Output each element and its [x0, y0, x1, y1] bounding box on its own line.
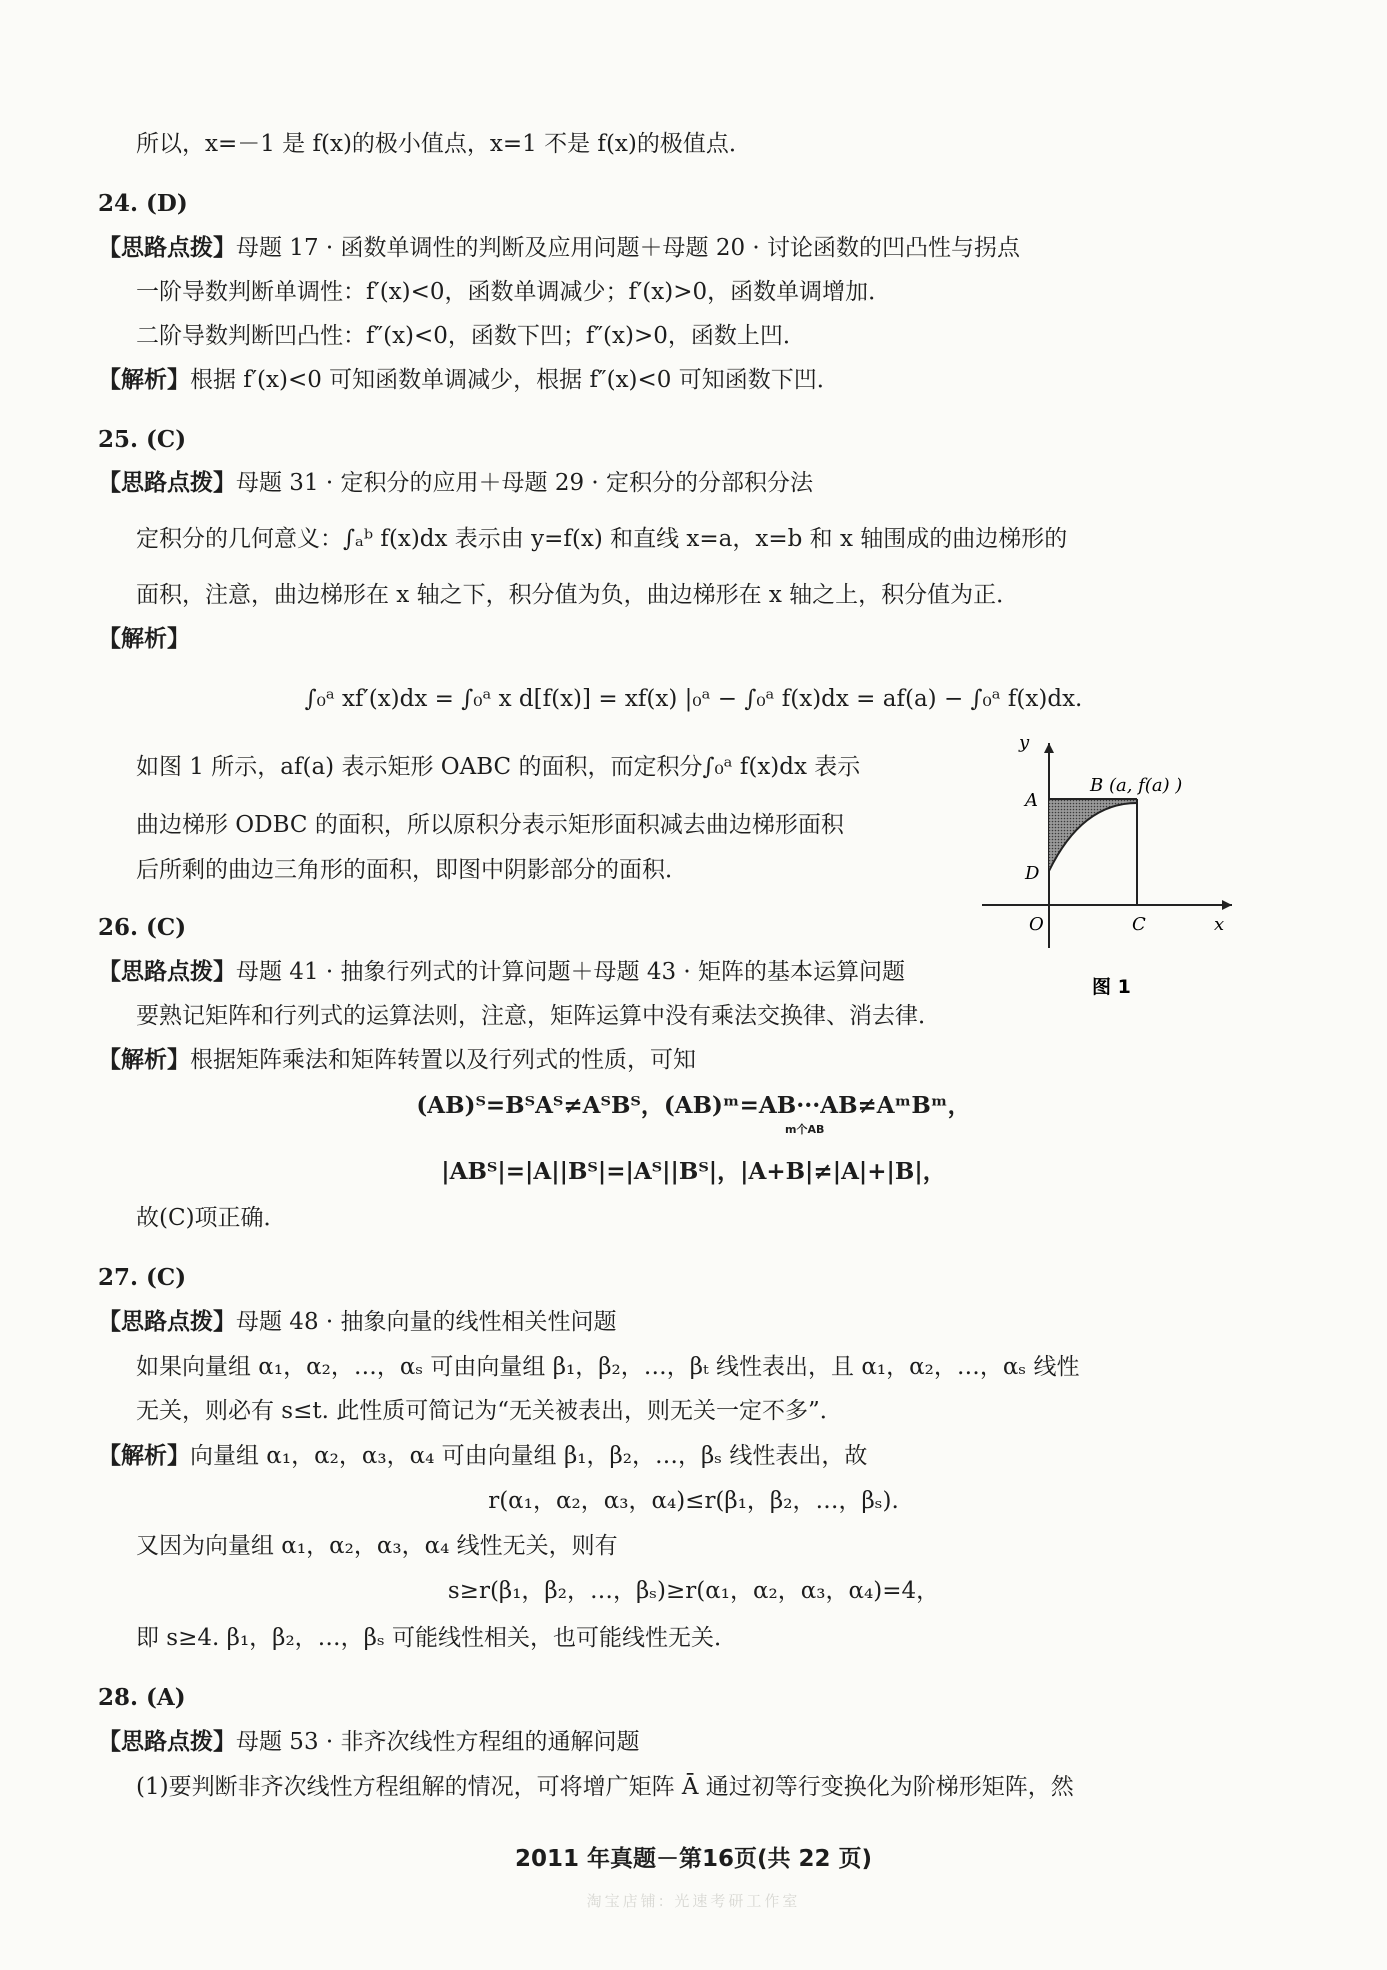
text-line: 二阶导数判断凹凸性：f″(x)<0，函数下凹；f″(x)>0，函数上凹． [136, 323, 806, 349]
formula-line: |ABᵀ|=|A||Bᵀ|=|Aᵀ||Bᵀ|，|A+B|≠|A|+|B|， [441, 1158, 946, 1185]
question-heading: 26. (C) [98, 914, 187, 941]
hint-line [98, 468, 813, 498]
section-label: 【解析】 [98, 366, 190, 393]
section-label: 【解析】 [98, 625, 190, 652]
analysis-line [98, 365, 840, 395]
text-line: 即 s≥4. β₁，β₂，…，βₛ 可能线性相关，也可能线性无关． [136, 1625, 738, 1651]
point-a-label: A [1025, 790, 1038, 811]
figure-1 [982, 733, 1242, 1003]
hint-line [98, 233, 1020, 263]
hint-line [98, 1727, 640, 1757]
text-line: 曲边梯形 ODBC 的面积，所以原积分表示矩形面积减去曲边梯形面积 [136, 812, 844, 838]
text-line: 无关，则必有 s≤t. 此性质可简记为“无关被表出，则无关一定不多”． [136, 1398, 843, 1424]
analysis-text: 根据矩阵乘法和矩阵转置以及行列式的性质，可知 [190, 1047, 696, 1073]
question-heading: 27. (C) [98, 1264, 187, 1291]
section-label: 【解析】 [98, 1046, 190, 1073]
x-label: x [1214, 914, 1225, 935]
question-heading: 24. (D) [98, 190, 188, 217]
text-line: 一阶导数判断单调性：f′(x)<0，函数单调减少；f′(x)>0，函数单调增加． [136, 279, 892, 305]
section-label: 【思路点拨】 [98, 1308, 236, 1335]
x-axis-arrow [1222, 900, 1232, 910]
point-d-label: D [1025, 863, 1040, 884]
analysis-text: 根据 f′(x)<0 可知函数单调减少，根据 f″(x)<0 可知函数下凹． [190, 367, 840, 393]
analysis-line [98, 1045, 696, 1075]
hint-text: 母题 41 · 抽象行列式的计算问题＋母题 43 · 矩阵的基本运算问题 [236, 959, 906, 985]
formula-line: r(α₁，α₂，α₃，α₄)≤r(β₁，β₂，…，βₛ). [488, 1488, 899, 1514]
text-line: 又因为向量组 α₁，α₂，α₃，α₄ 线性无关，则有 [136, 1533, 618, 1559]
page-footer: 2011 年真题－第16页(共 22 页) [514, 1846, 873, 1872]
question-heading: 28. (A) [98, 1684, 186, 1711]
hint-line [98, 957, 905, 987]
text-line: 故(C)项正确． [136, 1205, 287, 1231]
section-label: 【解析】 [98, 1442, 190, 1469]
shaded-region [1049, 799, 1137, 871]
question-heading: 25. (C) [98, 426, 187, 453]
brace-label: m个AB [785, 1123, 825, 1136]
hint-text: 母题 53 · 非齐次线性方程组的通解问题 [236, 1729, 640, 1755]
text-line: 如图 1 所示，af(a) 表示矩形 OABC 的面积，而定积分∫₀ᵃ f(x)dx 表示 [136, 754, 861, 780]
section-label: 【思路点拨】 [98, 469, 236, 496]
hint-line [98, 1307, 617, 1337]
text-line: 后所剩的曲边三角形的面积，即图中阴影部分的面积． [136, 857, 688, 883]
text-line: (1)要判断非齐次线性方程组解的情况，可将增广矩阵 Ā 通过初等行变换化为阶梯形矩阵，然 [136, 1774, 1074, 1800]
figure-1-diagram [982, 733, 1242, 1003]
hint-text: 母题 48 · 抽象向量的线性相关性问题 [236, 1309, 617, 1335]
text-line: 所以，x=－1 是 f(x)的极小值点，x=1 不是 f(x)的极值点． [136, 131, 752, 157]
y-label: y [1019, 733, 1030, 753]
point-b-label: B (a, f(a) ) [1090, 775, 1183, 796]
text-line: 定积分的几何意义：∫ₐᵇ f(x)dx 表示由 y=f(x) 和直线 x=a，x=b 和 x 轴围成的曲边梯形的 [136, 526, 1068, 552]
figure-caption: 图 1 [1092, 976, 1131, 998]
section-label: 【思路点拨】 [98, 958, 236, 985]
analysis-line [98, 1441, 867, 1471]
section-label: 【思路点拨】 [98, 234, 236, 261]
hint-text: 母题 17 · 函数单调性的判断及应用问题＋母题 20 · 讨论函数的凹凸性与拐点 [236, 235, 1021, 261]
formula-line: (AB)ᵀ=BᵀAᵀ≠AᵀBᵀ，(AB)ᵐ=AB···AB≠AᵐBᵐ， [416, 1092, 971, 1119]
y-axis-arrow [1044, 743, 1054, 753]
section-label: 【思路点拨】 [98, 1728, 236, 1755]
origin-label: O [1029, 914, 1044, 935]
text-line: 面积，注意，曲边梯形在 x 轴之下，积分值为负，曲边梯形在 x 轴之上，积分值为正． [136, 582, 1020, 608]
formula-line: s≥r(β₁，β₂，…，βₛ)≥r(α₁，α₂，α₃，α₄)=4， [447, 1578, 940, 1604]
hint-text: 母题 31 · 定积分的应用＋母题 29 · 定积分的分部积分法 [236, 470, 814, 496]
point-c-label: C [1132, 914, 1146, 935]
formula-line: ∫₀ᵃ xf′(x)dx = ∫₀ᵃ x d[f(x)] = xf(x) |₀ᵃ − ∫₀ᵃ f(x)dx = af(a) − ∫₀ᵃ f(x)dx. [304, 686, 1083, 712]
analysis-text: 向量组 α₁，α₂，α₃，α₄ 可由向量组 β₁，β₂，…，βₛ 线性表出，故 [190, 1443, 868, 1469]
watermark: 淘宝店铺: 光速考研工作室 [586, 1892, 801, 1910]
text-line: 如果向量组 α₁，α₂，…，αₛ 可由向量组 β₁，β₂，…，βₜ 线性表出，且 α₁，α₂，…，αₛ 线性 [136, 1354, 1080, 1380]
text-line: 要熟记矩阵和行列式的运算法则，注意，矩阵运算中没有乘法交换律、消去律． [136, 1003, 941, 1029]
